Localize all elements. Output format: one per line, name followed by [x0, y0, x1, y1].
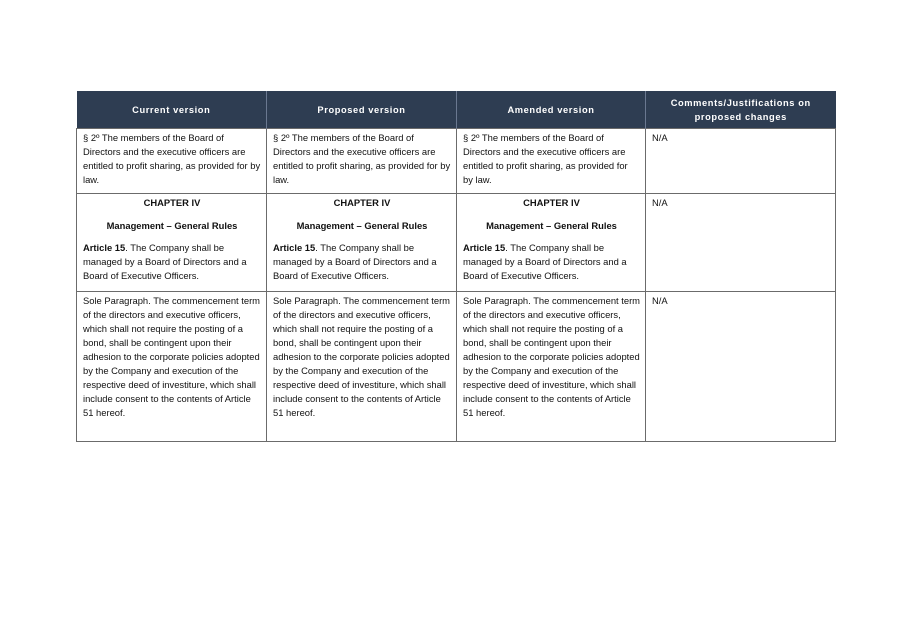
cell-comment: N/A [646, 194, 836, 292]
header-current-version: Current version [77, 91, 267, 129]
cell-comment: N/A [646, 129, 836, 194]
cell-current: Sole Paragraph. The commencement term of the directors and executive officers, which shall not require the posting of a bond, shall be contingent upon their adhesion to the corporate policies adopted by the Company and execution of the respective deed of investiture, which shall include consent to the contents of Article 51 hereof. [77, 292, 267, 442]
cell-proposed: § 2º The members of the Board of Directors and the executive officers are entitled to profit sharing, as provided for by law. [267, 129, 457, 194]
cell-comment: N/A [646, 292, 836, 442]
chapter-subtitle: Management – General Rules [486, 220, 617, 231]
cell-current: § 2º The members of the Board of Directors and the executive officers are entitled to profit sharing, as provided for by law. [77, 129, 267, 194]
header-comments: Comments/Justifications on proposed changes [646, 91, 836, 129]
chapter-subtitle: Management – General Rules [106, 220, 238, 231]
chapter-title: CHAPTER IV [523, 197, 580, 208]
article-body: . The Company shall be managed by a Board of Directors and a Board of Executive Officers. [273, 242, 437, 281]
article-paragraph [83, 241, 261, 283]
table-row [77, 292, 836, 442]
article-number: Article 15 [83, 242, 126, 253]
header-proposed-version: Proposed version [267, 91, 457, 129]
article-body: . The Company shall be managed by a Board of Directors and a Board of Executive Officers. [83, 242, 247, 281]
comparison-table [76, 91, 836, 442]
table-body [77, 129, 836, 442]
table-header [77, 91, 836, 129]
chapter-subtitle: Management – General Rules [296, 220, 428, 231]
cell-proposed [267, 194, 457, 292]
cell-amended: Sole Paragraph. The commencement term of the directors and executive officers, which shall not require the posting of a bond, shall be contingent upon their adhesion to the corporate policies adopted by the Company and execution of the respective deed of investiture, which shall include consent to the contents of Article 51 hereof. [457, 292, 646, 442]
header-amended-version: Amended version [457, 91, 646, 129]
article-paragraph [273, 241, 451, 283]
article-number: Article 15 [463, 242, 506, 253]
article-body: . The Company shall be managed by a Board of Directors and a Board of Executive Officers. [463, 242, 627, 281]
chapter-title: CHAPTER IV [143, 197, 201, 208]
cell-amended [457, 194, 646, 292]
cell-current [77, 194, 267, 292]
article-paragraph [463, 241, 640, 283]
cell-proposed: Sole Paragraph. The commencement term of the directors and executive officers, which shall not require the posting of a bond, shall be contingent upon their adhesion to the corporate policies adopted by the Company and execution of the respective deed of investiture, which shall include consent to the contents of Article 51 hereof. [267, 292, 457, 442]
chapter-title: CHAPTER IV [333, 197, 391, 208]
table-row [77, 129, 836, 194]
table-row [77, 194, 836, 292]
article-number: Article 15 [273, 242, 316, 253]
header-row [77, 91, 836, 129]
cell-amended: § 2º The members of the Board of Directors and the executive officers are entitled to profit sharing, as provided for by law. [457, 129, 646, 194]
